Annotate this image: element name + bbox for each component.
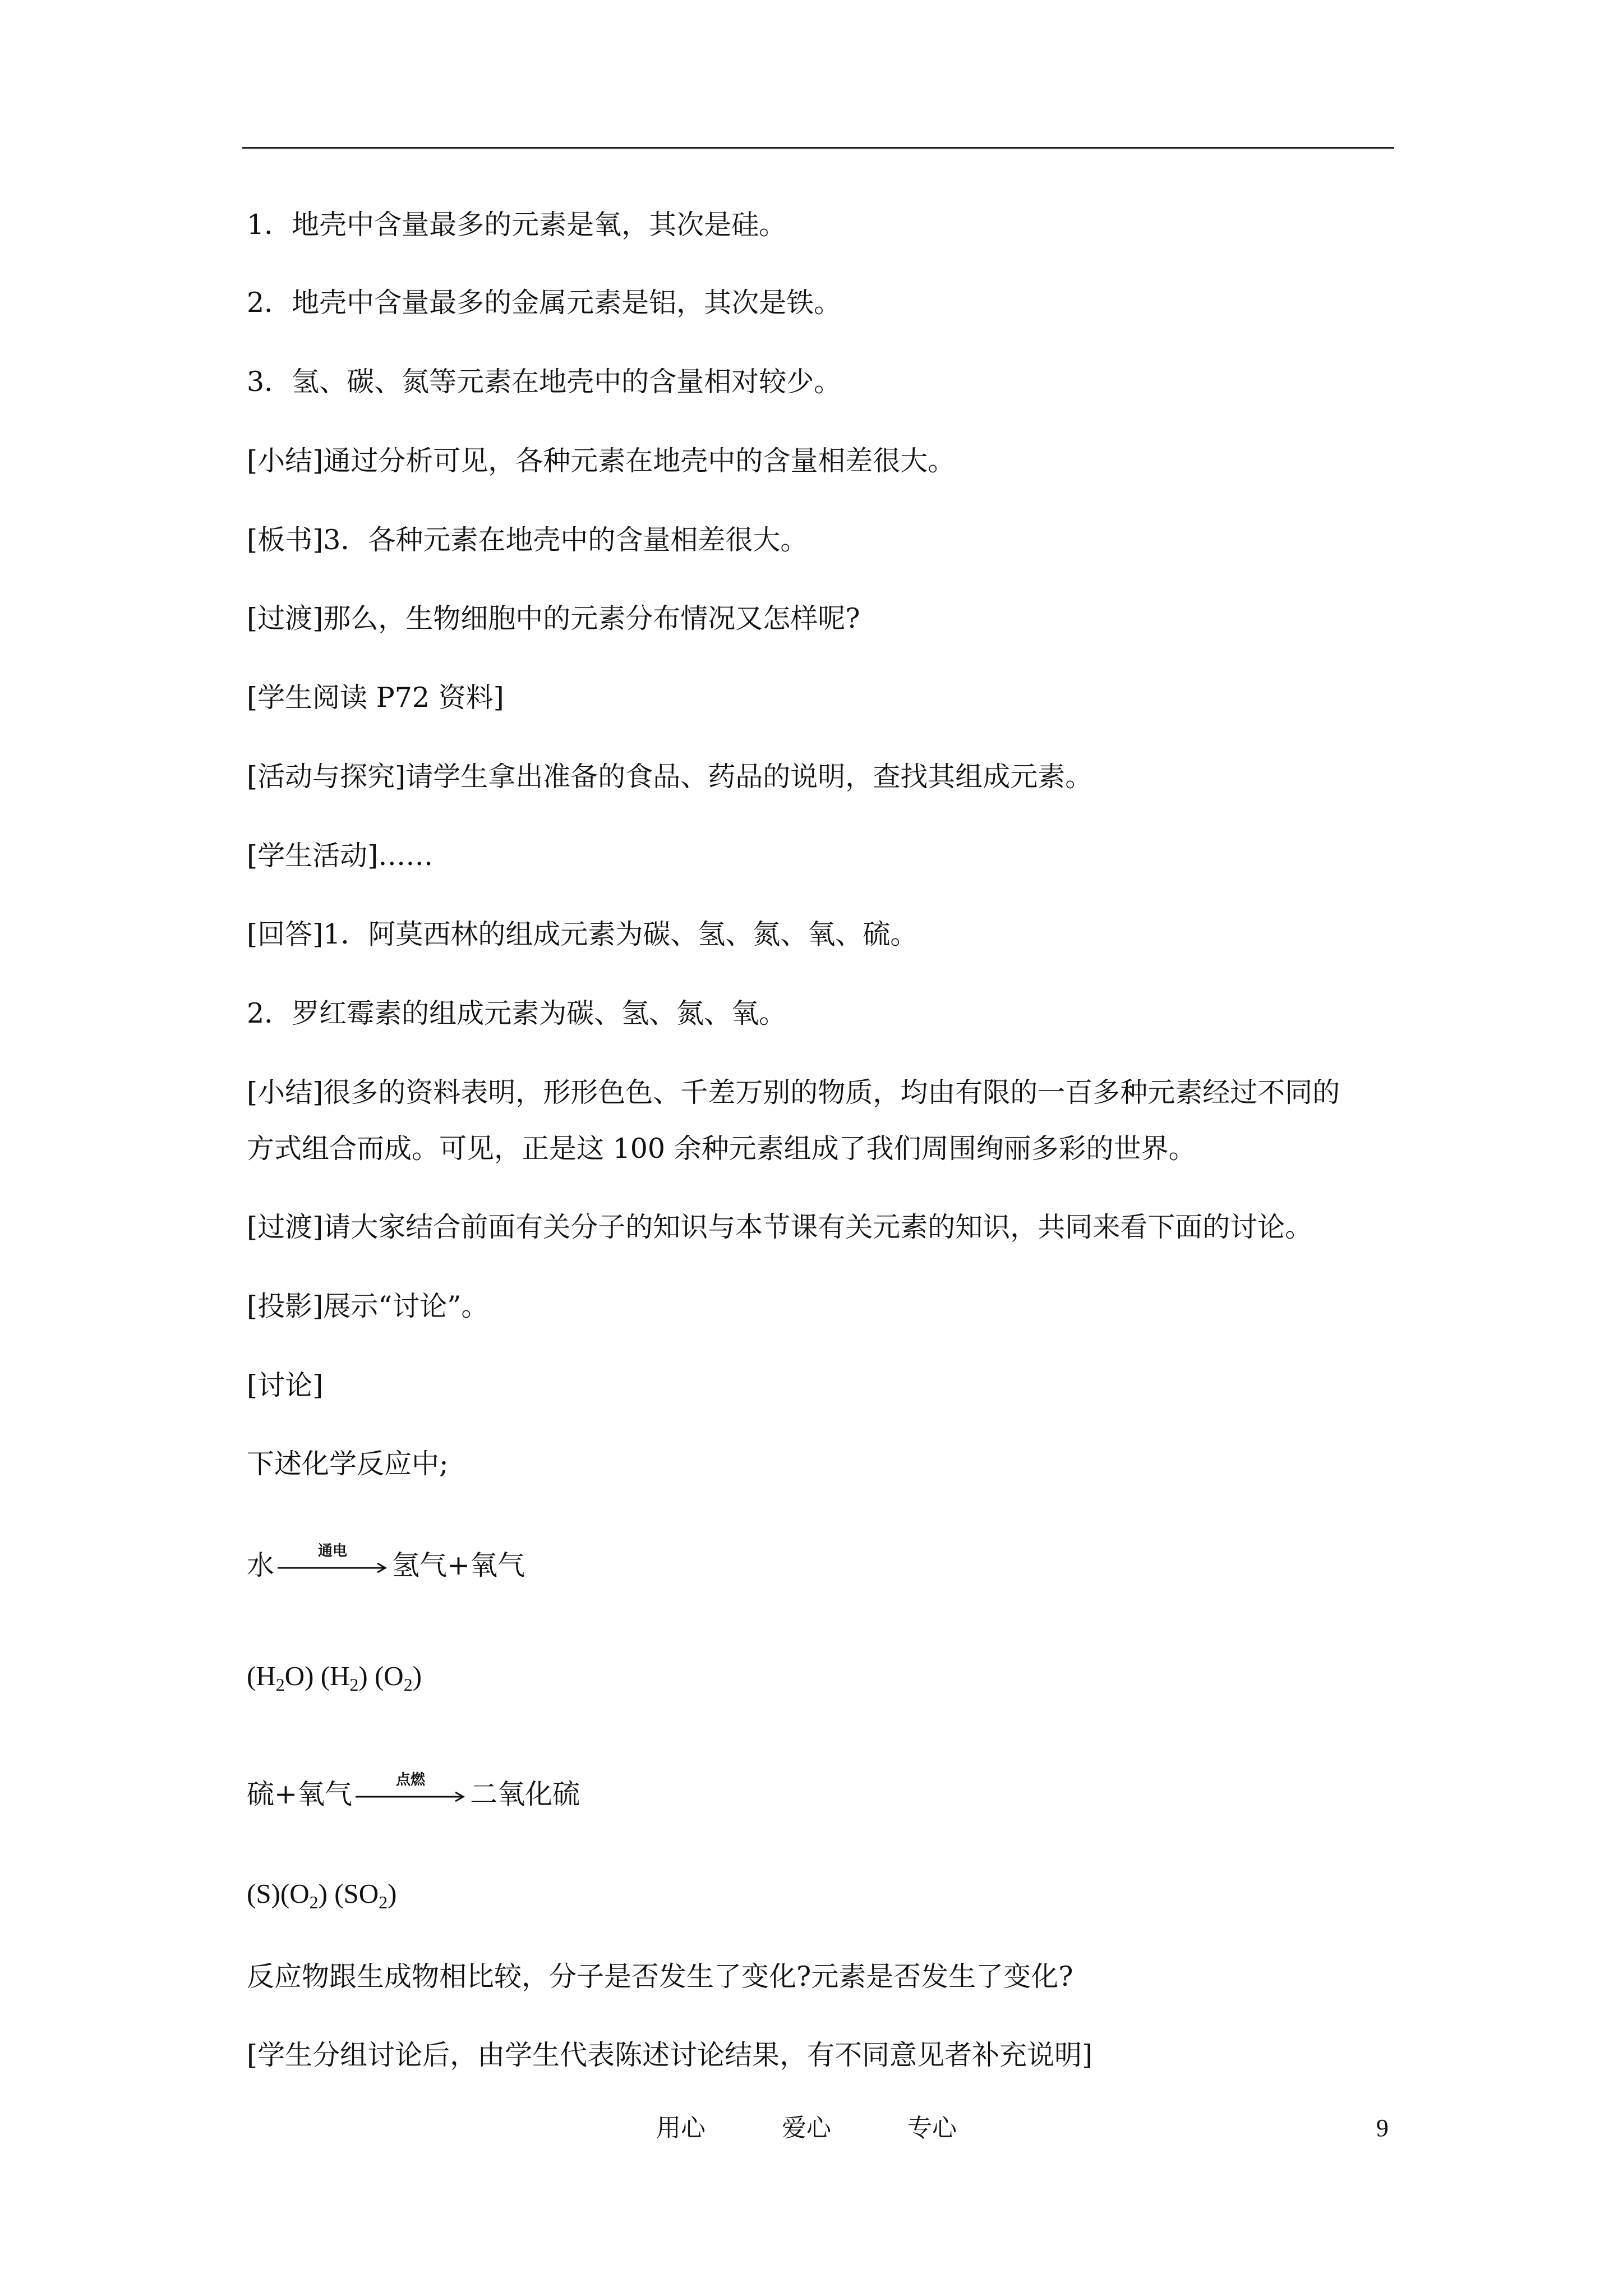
reaction-1-products: 氢气+氧气 xyxy=(392,1549,525,1581)
paragraph-student-activity: [学生活动]…… xyxy=(247,840,434,872)
paragraph-summary-1: [小结]通过分析可见，各种元素在地壳中的含量相差很大。 xyxy=(247,445,956,477)
formula-so2: $(SO_2)$ xyxy=(334,1878,397,1912)
paragraph-reactions-intro: 下述化学反应中; xyxy=(247,1448,449,1480)
reaction-2-formulas xyxy=(247,1875,396,1912)
reaction-1-condition: 通电 xyxy=(318,1542,348,1559)
paragraph-closing: [学生分组讨论后，由学生代表陈述讨论结果，有不同意见者补充说明] xyxy=(247,2039,1093,2071)
reaction-arrow-icon xyxy=(278,1542,388,1574)
paragraph-transition-2: [过渡]请大家结合前面有关分子的知识与本节课有关元素的知识，共同来看下面的讨论。 xyxy=(247,1211,1313,1243)
paragraph-student-reading: [学生阅读 P72 资料] xyxy=(247,682,504,714)
footer-slogan xyxy=(656,2111,1033,2145)
reaction-2-condition: 点燃 xyxy=(396,1771,426,1788)
reaction-2-reactants: 硫+氧气 xyxy=(247,1778,353,1810)
paragraph-3: 3．氢、碳、氮等元素在地壳中的含量相对较少。 xyxy=(247,366,842,398)
formula-h2o: $(H_2O)$ xyxy=(247,1660,314,1695)
formula-h2: $(H_2)$ xyxy=(320,1660,368,1695)
paragraph-summary-2a: [小结]很多的资料表明，形形色色、千差万别的物质，均由有限的一百多种元素经过不同的 xyxy=(247,1076,1340,1108)
formula-o2: $(O_2)$ xyxy=(374,1660,422,1695)
paragraph-board-note: [板书]3．各种元素在地壳中的含量相差很大。 xyxy=(247,524,808,556)
paragraph-projection: [投影]展示“讨论”。 xyxy=(247,1290,489,1322)
reaction-arrow-icon xyxy=(356,1771,465,1803)
paragraph-2: 2．地壳中含量最多的金属元素是铝，其次是铁。 xyxy=(247,287,842,319)
reaction-1-formulas xyxy=(247,1658,422,1695)
reaction-2-equation xyxy=(247,1771,580,1813)
footer-slogan-item: 爱心 xyxy=(782,2114,831,2142)
paragraph-activity: [活动与探究]请学生拿出准备的食品、药品的说明，查找其组成元素。 xyxy=(247,761,1093,793)
footer-slogan-item: 专心 xyxy=(907,2114,957,2142)
reaction-2-product: 二氧化硫 xyxy=(470,1778,580,1810)
paragraph-answer-2: 2．罗红霉素的组成元素为碳、氢、氮、氧。 xyxy=(247,997,787,1029)
paragraph-discussion: [讨论] xyxy=(247,1369,324,1401)
footer-slogan-item: 用心 xyxy=(656,2114,706,2142)
page-number: 9 xyxy=(1376,2114,1389,2142)
paragraph-summary-2b: 方式组合而成。可见，正是这 100 余种元素组成了我们周围绚丽多彩的世界。 xyxy=(247,1133,1196,1165)
paragraph-answer-1: [回答]1．阿莫西林的组成元素为碳、氢、氮、氧、硫。 xyxy=(247,918,918,950)
paragraph-question: 反应物跟生成物相比较，分子是否发生了变化?元素是否发生了变化? xyxy=(247,1961,1073,1993)
paragraph-transition-1: [过渡]那么，生物细胞中的元素分布情况又怎样呢? xyxy=(247,602,860,634)
reaction-1-reactant: 水 xyxy=(247,1549,275,1581)
paragraph-1: 1．地壳中含量最多的元素是氧，其次是硅。 xyxy=(247,209,787,241)
formula-o2: $(O_2)$ xyxy=(280,1878,328,1912)
formula-s: (S) xyxy=(247,1878,280,1909)
header-rule xyxy=(242,147,1394,149)
reaction-1-equation xyxy=(247,1542,525,1584)
